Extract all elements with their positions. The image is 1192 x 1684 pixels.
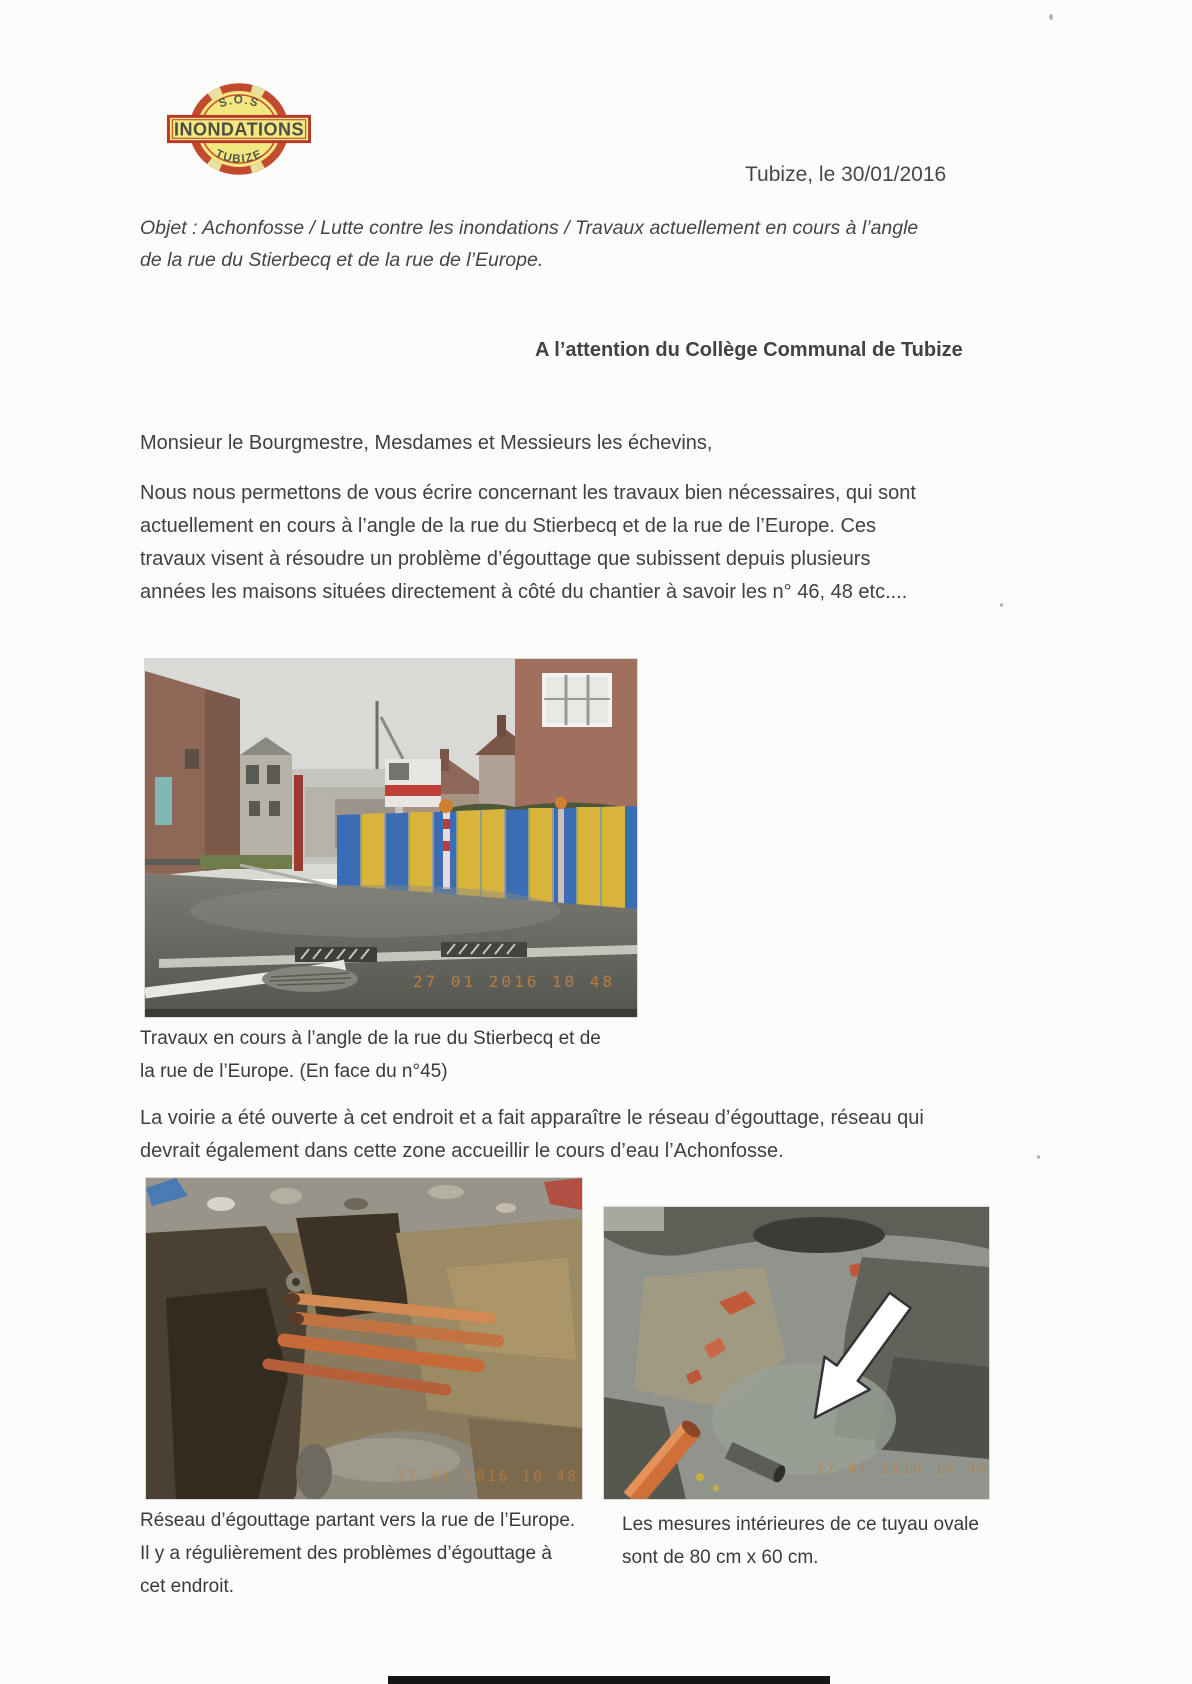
photo-trench-pipes	[146, 1178, 582, 1499]
date-line: Tubize, le 30/01/2016	[745, 163, 947, 186]
scan-speck	[1049, 14, 1053, 20]
red-post	[294, 775, 303, 871]
logo-bottom-text: TUBIZE	[213, 147, 265, 166]
scan-speck	[1000, 603, 1003, 607]
photo1-timestamp: 27 01 2016 10 48	[413, 972, 616, 991]
logo-banner-text: INONDATIONS	[173, 119, 305, 140]
subject-line: Objet : Achonfosse / Lutte contre les inondations / Travaux actuellement en cours à l’angle de la rue du Stierbecq et de la rue de l’Europe.	[140, 217, 919, 271]
attention-line: A l’attention du Collège Communal de Tubize	[535, 339, 963, 361]
paragraph-2: La voirie a été ouverte à cet endroit et a fait apparaître le réseau d’égouttage, réseau qui devrait également dans cette zone accueillir le cours d’eau l’Achonfosse.	[140, 1107, 924, 1162]
photo3-caption: Les mesures intérieures de ce tuyau ovale sont de 80 cm x 60 cm.	[622, 1514, 979, 1568]
scan-speck	[1037, 1155, 1040, 1159]
scan-artifact-bar	[388, 1676, 830, 1684]
top-hole	[753, 1217, 885, 1253]
grey-house	[240, 737, 292, 863]
photo2-caption: Réseau d’égouttage partant vers la rue de l’Europe. Il y a régulièrement des problèmes d’égouttage à cet endroit.	[140, 1510, 576, 1597]
logo-graphic	[166, 80, 312, 178]
photo-oval-pipe	[604, 1207, 989, 1499]
right-brick-house	[515, 659, 637, 811]
photo2-timestamp: 27 01 2016 10 48	[396, 1469, 579, 1485]
logo-top-text: S.O.S	[217, 93, 261, 111]
salutation: Monsieur le Bourgmestre, Mesdames et Messieurs les échevins,	[140, 432, 713, 454]
sos-inondations-tubize-logo	[166, 80, 312, 178]
photo-street-works	[145, 659, 637, 1017]
paragraph-1: Nous nous permettons de vous écrire concernant les travaux bien nécessaires, qui sont actuellement en cours à l’angle de la rue du Stierbecq et de la rue de l’Europe. Ces travaux visent à résoudre un problème d’égouttage que subissent depuis plusieurs années les maisons situées directement à côté du chantier à savoir les n° 46, 48 etc....	[140, 482, 916, 603]
photo1-caption: Travaux en cours à l’angle de la rue du Stierbecq et de la rue de l’Europe. (En face du n°45)	[140, 1028, 601, 1082]
photo3-timestamp: 27 01 2016 10 48	[816, 1462, 989, 1477]
left-brick-house	[145, 671, 240, 877]
